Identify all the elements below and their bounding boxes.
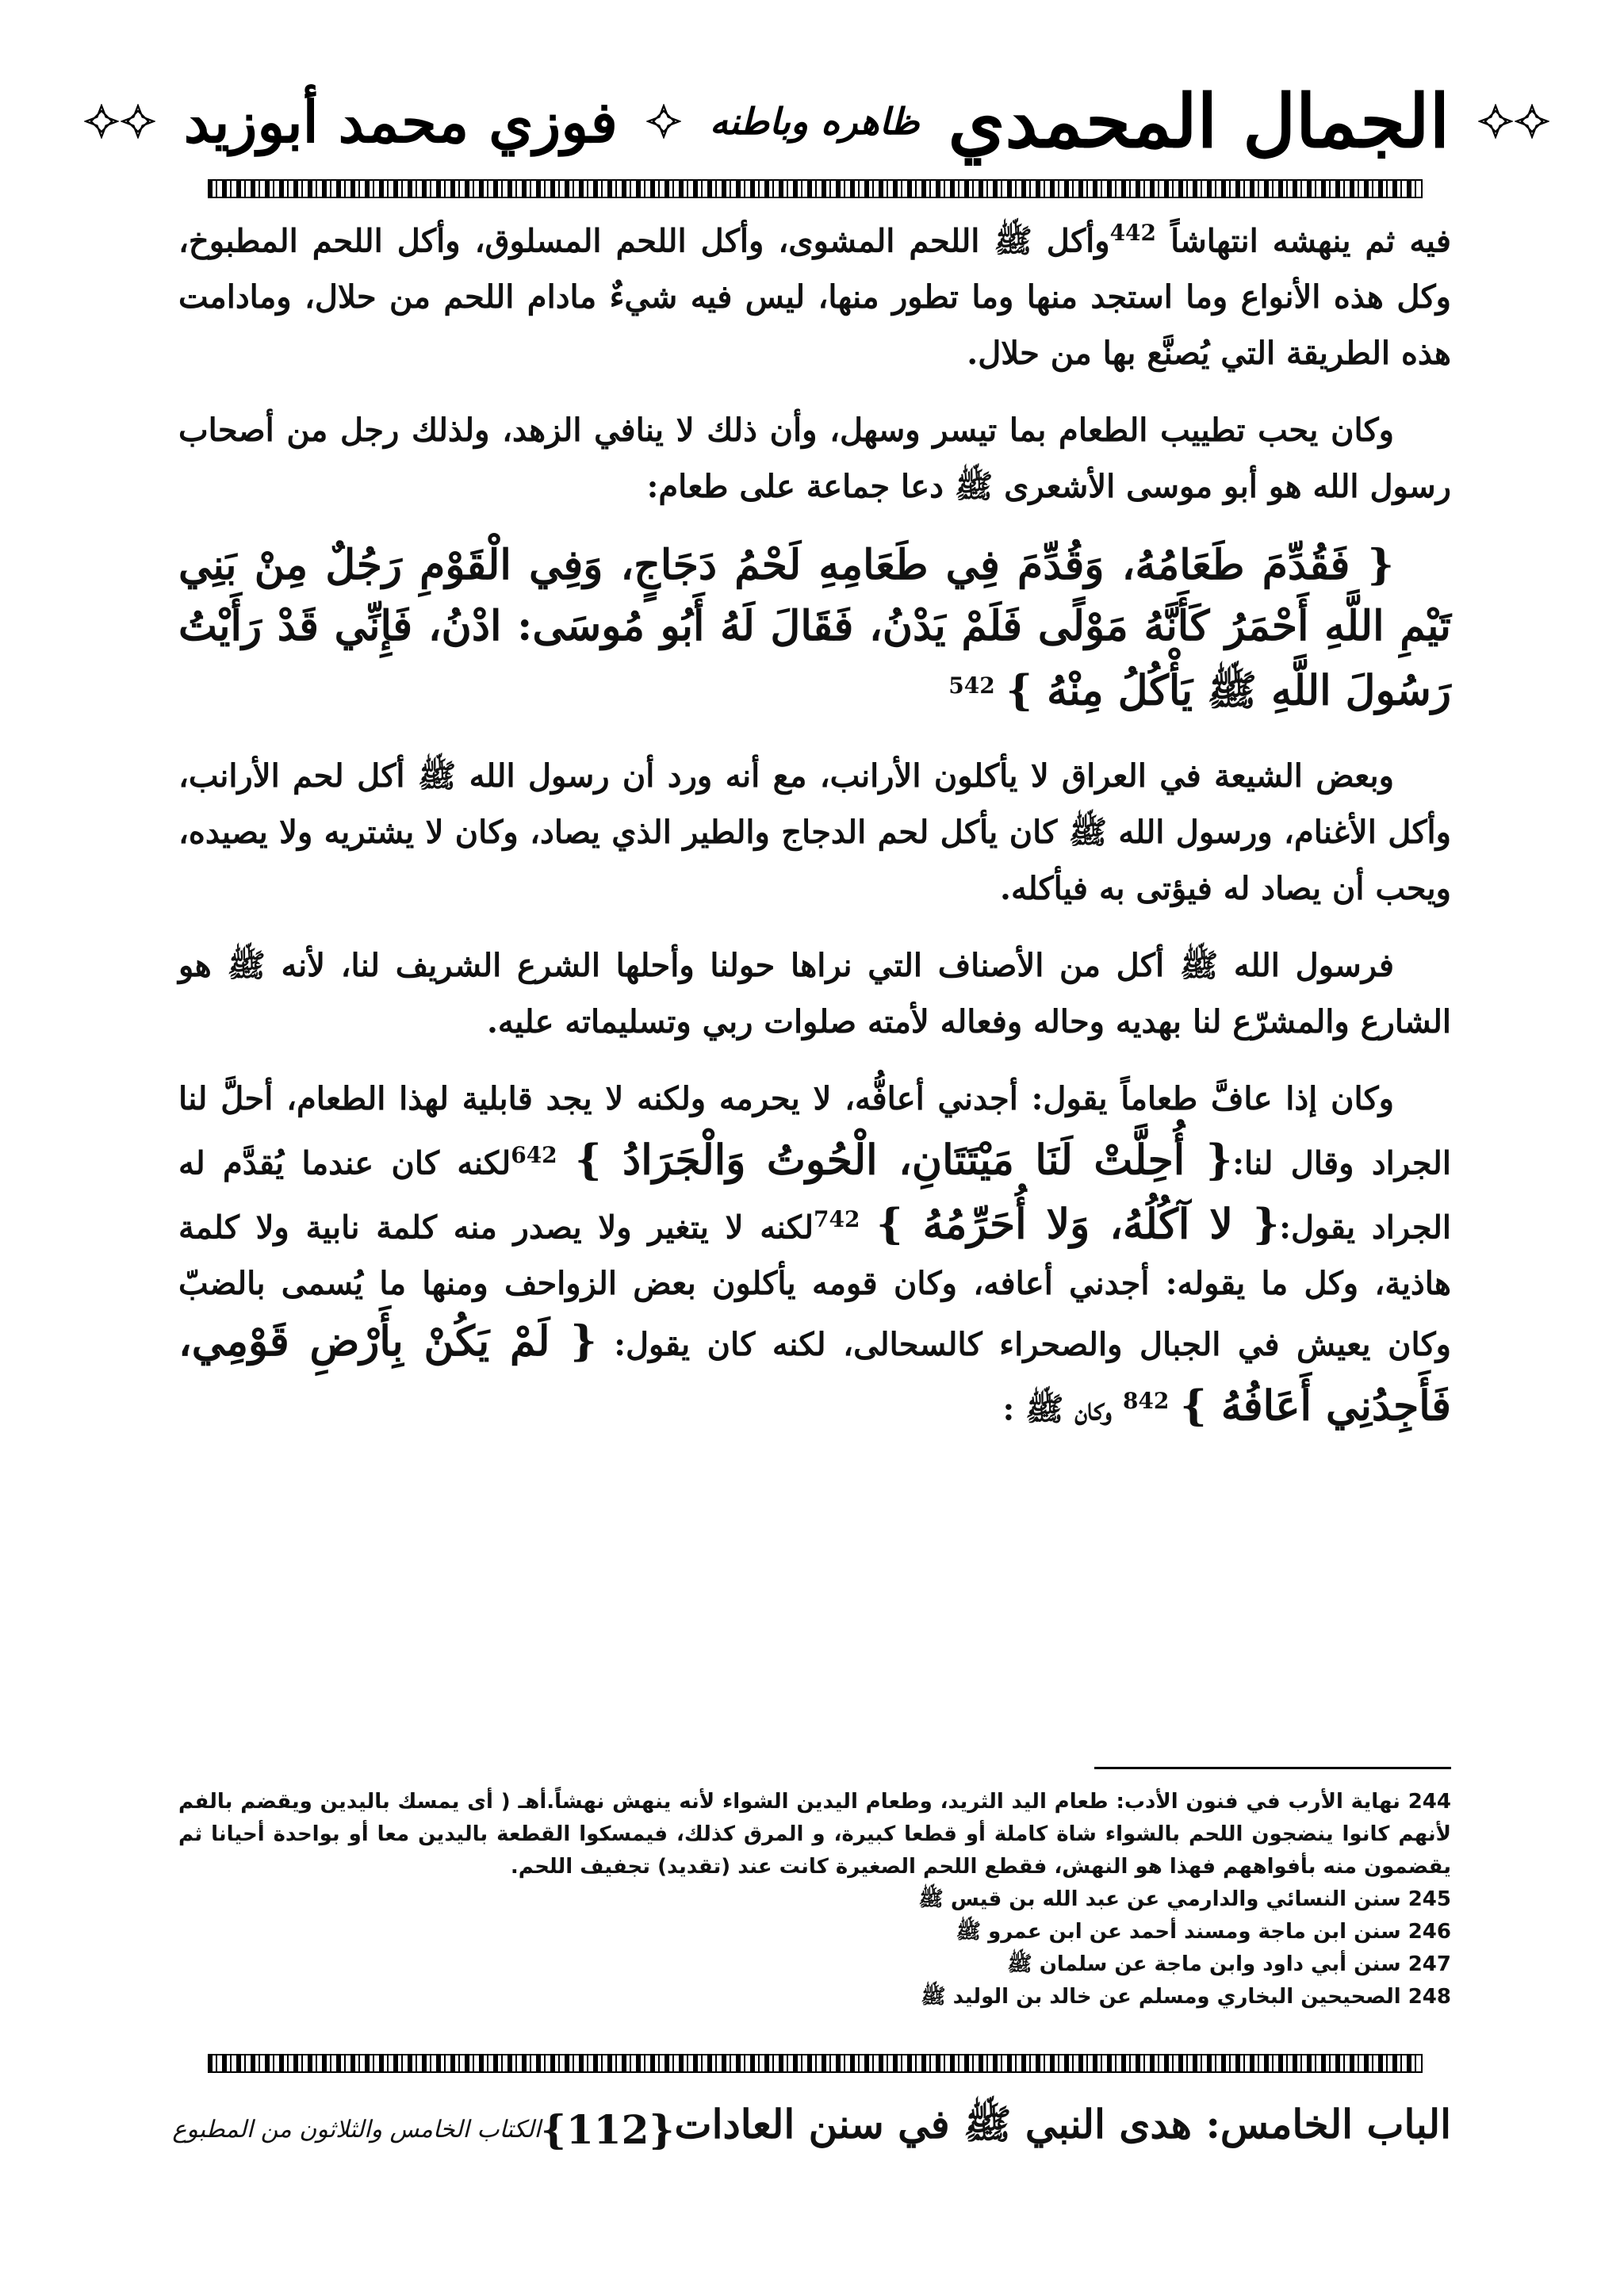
star-ornament-icon — [121, 104, 155, 139]
paragraph-text: لكنه كان عندما يُقدَّم له الجراد يقول: — [178, 1144, 1451, 1247]
star-ornament-icon — [1478, 104, 1513, 139]
footnote-ref[interactable]: 842 — [1122, 1388, 1170, 1415]
decorative-border-bottom — [208, 2054, 1423, 2073]
paragraph-text: وأكل ﷺ اللحم المشوى، وأكل اللحم المسلوق، وأكل اللحم المطبوخ، وكل هذه الأنواع وما استجد منها وما تطور منها، ليس فيه شيءٌ مادام اللحم من حلال، ومادامت هذه الطريقة التي يُصنَّع بها من حلال. — [178, 222, 1451, 373]
star-ornament-icon — [1515, 104, 1549, 139]
decorative-border-top — [208, 179, 1423, 198]
header-author: فوزي محمد أبوزيد — [183, 87, 618, 155]
ornament-stars-middle — [646, 104, 681, 139]
footnote-246: 246 سنن ابن ماجة ومسند أحمد عن ابن عمرو ﷺ — [956, 1920, 1451, 1944]
paragraph-text: فيه ثم ينهشه انتهاشاً — [1156, 222, 1451, 260]
hadith-text: { فَقُدِّمَ طَعَامُهُ، وَقُدِّمَ فِي طَعَامِهِ لَحْمُ دَجَاجٍ، وَفِي الْقَوْمِ رَجُلٌ مِنْ بَنِي تَيْمِ اللَّهِ أَحْمَرُ كَأَنَّهُ مَوْلًى فَلَمْ يَدْنُ، فَقَالَ لَهُ أَبُو مُوسَى: ادْنُ، فَإِنِّي قَدْ رَأَيْتُ رَسُولَ اللَّهِ ﷺ يَأْكُلُ مِنْهُ } — [178, 541, 1451, 715]
footnote-ref[interactable]: 542 — [948, 672, 995, 699]
paragraph-text: لكنه لا يتغير ولا يصدر منه كلمة نابية ولا كلمة هاذية، وكل ما يقوله: أجدني أعافه، وكان قومه يأكلون بعض الزواحف ومنها ما يُسمى بالضبّ وكان يعيش في الجبال والصحراء كالسحالى، لكنه كان يقول: — [178, 1209, 1451, 1364]
star-ornament-icon — [84, 104, 119, 139]
star-ornament-icon — [646, 104, 681, 139]
ornament-stars-left — [84, 104, 155, 139]
footnote-247: 247 سنن أبي داود وابن ماجة عن سلمان ﷺ — [1007, 1952, 1451, 1976]
paragraph-text: وكان يحب تطييب الطعام بما تيسر وسهل، وأن ذلك لا ينافي الزهد، ولذلك رجل من أصحاب رسول الله هو أبو موسى الأشعرى ﷺ دعا جماعة على طعام: — [178, 412, 1451, 506]
page-number: {112} — [540, 2105, 675, 2153]
hadith-quote — [178, 535, 1451, 722]
paragraph-text: وكان ﷺ : — [1002, 1390, 1113, 1428]
paragraph-5 — [178, 1071, 1451, 1438]
header-title: الجمال المحمدي — [948, 79, 1450, 164]
footnote-separator — [1094, 1767, 1451, 1769]
paragraph-text: وكان إذا عافَّ طعاماً يقول: أجدني أعافُّه، لا يحرمه ولكنه لا يجد قابلية لهذا الطعام، أحلَّ لنا الجراد وقال لنا: — [178, 1079, 1451, 1182]
main-content — [178, 205, 1451, 1458]
paragraph-2 — [178, 402, 1451, 515]
footnote-ref[interactable]: 642 — [511, 1141, 557, 1168]
footnote-ref[interactable]: 742 — [814, 1205, 860, 1232]
footnotes — [178, 1786, 1451, 2013]
ornament-stars-right — [1478, 104, 1549, 139]
chapter-title: الباب الخامس: هدى النبي ﷺ في سنن العادات — [674, 2101, 1451, 2147]
footnote-248: 248 الصحيحين البخاري ومسلم عن خالد بن الوليد ﷺ — [921, 1985, 1451, 2009]
footnote-ref[interactable]: 442 — [1109, 220, 1157, 246]
page-header — [182, 70, 1451, 173]
paragraph-4 — [178, 937, 1451, 1050]
paragraph-1 — [178, 205, 1451, 381]
paragraph-text: وبعض الشيعة في العراق لا يأكلون الأرانب، مع أنه ورد أن رسول الله ﷺ أكل لحم الأرانب، وأكل الأغنام، ورسول الله ﷺ كان يأكل لحم الدجاج والطير الذي يصاد، وكان لا يشتريه ولا يصيده، ويحب أن يصاد له فيؤتى به فيأكله. — [178, 757, 1451, 907]
footnote-244: 244 نهاية الأرب في فنون الأدب: طعام اليد الثريد، وطعام اليدين الشواء لأنه ينهش نهشاً.أهـ ( أى يمسك باليدين ويقضم بالفم لأنهم كانوا ينضجون اللحم بالشواء شاة كاملة أو قطعا كبيرة، و المرق كذلك، فيمسكوا القطعة باليدين معا أو بواحدة أحيانا ثم يقضمون منه بأفواههم فهذا هو النهش، فقطع اللحم الصغيرة كانت عند (تقديد) تجفيف اللحم. — [178, 1790, 1451, 1879]
paragraph-3 — [178, 748, 1451, 917]
page-footer — [172, 2086, 1451, 2173]
footnote-245: 245 سنن النسائي والدارمي عن عبد الله بن قيس ﷺ — [918, 1887, 1451, 1911]
book-label: الكتاب الخامس والثلاثون من المطبوع — [172, 2115, 541, 2144]
hadith-inline: { أُحِلَّتْ لَنَا مَيْتَتَانِ، الْحُوتُ وَالْجَرَادُ } — [575, 1135, 1233, 1184]
hadith-inline: { لا آكُلُهُ، وَلا أُحَرِّمُهُ } — [876, 1200, 1280, 1249]
header-subtitle: ظاهره وباطنه — [709, 100, 920, 143]
hadith-inline: { لَمْ يَكُنْ بِأَرْضِ قَوْمِي، فَأَجِدُنِي أَعَافُهُ } — [178, 1317, 1451, 1431]
paragraph-text: فرسول الله ﷺ أكل من الأصناف التي نراها حولنا وأحلها الشرع الشريف لنا، لأنه ﷺ هو الشارع والمشرّع لنا بهديه وحاله وفعاله لأمته صلوات ربي وتسليماته عليه. — [178, 946, 1451, 1040]
